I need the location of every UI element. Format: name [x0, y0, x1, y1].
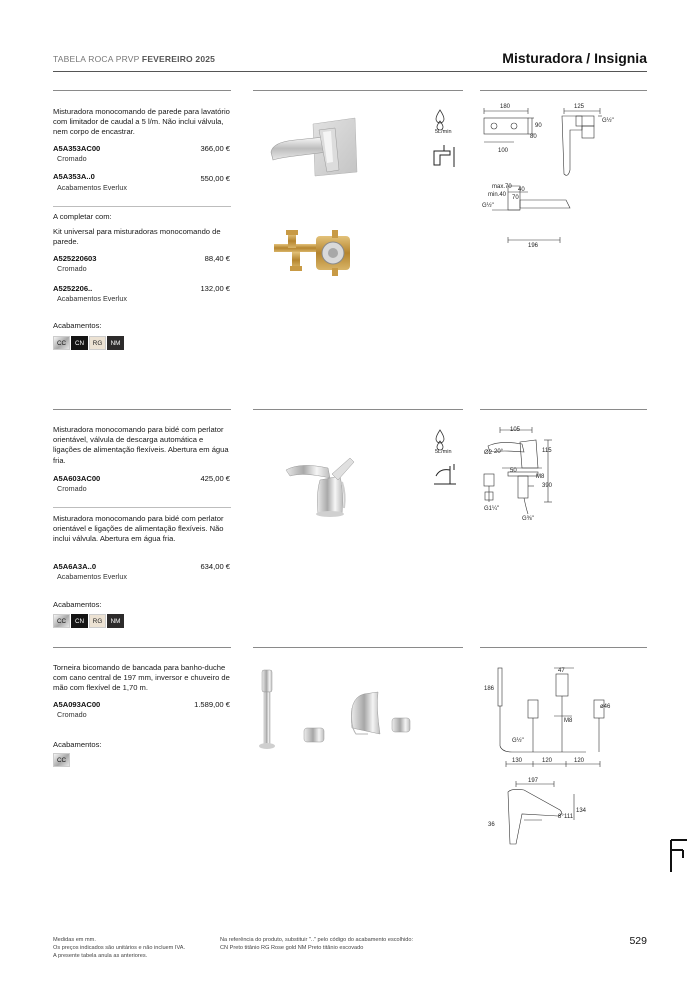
dim-label: 180 — [500, 104, 511, 110]
finish-swatch-cc: CC — [53, 614, 70, 628]
product-price: 88,40 € — [204, 254, 230, 263]
product-price: 366,00 € — [200, 144, 230, 153]
dim-label: 80 — [530, 134, 537, 140]
section2-rule-left — [53, 409, 231, 410]
dim-label: max.70 — [492, 184, 512, 190]
finish-swatch-cn: CN — [71, 336, 88, 350]
finish-swatch-nm: NM — [107, 336, 124, 350]
dim-label: G½" — [482, 203, 494, 209]
section2-rule-mid — [253, 409, 463, 410]
finish-swatch-nm: NM — [107, 614, 124, 628]
finish-swatch-cc: CC — [53, 753, 70, 767]
catalog-header-left: TABELA ROCA PRVP FEVEREIRO 2025 — [53, 54, 216, 64]
product-price: 550,00 € — [200, 174, 230, 183]
dim-label: 90 — [535, 123, 542, 129]
dim-label: G½" — [602, 118, 614, 124]
product-price: 634,00 € — [200, 562, 230, 571]
dim-label: min.40 — [488, 192, 507, 198]
finish-swatch-rg: RG — [89, 614, 106, 628]
section1-rule-left — [53, 90, 231, 91]
wall-mixer-photo — [265, 112, 365, 192]
bath-shower-mixer-photo — [256, 668, 416, 754]
dim-label: 196 — [528, 243, 539, 249]
technical-drawing-bath-shower-mixer — [478, 660, 638, 850]
complete-with-heading: A completar com: — [53, 212, 112, 221]
product-description: Misturadora monocomando para bidé com perlator orientável e ligações de alimentação flexíveis. Não inclui válvula. Abertura em água fria. — [53, 514, 224, 544]
dim-label: M8 — [564, 718, 573, 724]
product-price: 132,00 € — [200, 284, 230, 293]
dim-label: 111 — [564, 814, 574, 820]
dim-label: 20° — [494, 449, 504, 455]
dim-label: 40 — [518, 187, 525, 193]
divider — [53, 206, 231, 207]
technical-drawing-bidet-mixer — [478, 422, 628, 532]
dim-label: 115 — [542, 448, 552, 454]
section1-rule-mid — [253, 90, 463, 91]
dim-label: G1¼" — [484, 506, 500, 512]
product-finish: Cromado — [57, 264, 87, 273]
flow-rate-label: 5L/min — [435, 129, 452, 135]
product-description: Misturadora monocomando para bidé com perlator orientável, válvula de descarga automática e ligações de alimentação flexíveis. Abertura em água fria. — [53, 425, 229, 465]
product-ref: A5A093AC00 — [53, 700, 101, 709]
finish-swatches — [53, 753, 70, 767]
finish-swatch-cn: CN — [71, 614, 88, 628]
dim-label: 120 — [574, 758, 585, 764]
section3-rule-right — [480, 647, 647, 648]
embedding-body-photo — [272, 230, 358, 278]
bidet-mixer-photo — [280, 452, 360, 520]
dim-label: 134 — [576, 808, 587, 814]
dim-label: G⅜" — [522, 516, 534, 522]
wall-tap-icon — [430, 143, 460, 169]
header-divider — [53, 71, 647, 72]
finish-swatch-cc: CC — [53, 336, 70, 350]
dim-label: 8° — [558, 814, 564, 820]
dim-label: ø46 — [600, 704, 611, 710]
product-finish: Acabamentos Everlux — [57, 572, 127, 581]
product-description: Misturadora monocomando de parede para lavatório com limitador de caudal a 5 l/m. Não inclui válvula, nem corpo de encastrar. — [53, 107, 230, 137]
tab-icon — [667, 838, 689, 874]
bidet-tap-icon — [430, 462, 460, 490]
product-ref: A525220603 — [53, 254, 97, 263]
product-finish: Acabamentos Everlux — [57, 183, 127, 192]
dim-label: 130 — [512, 758, 523, 764]
finishes-label: Acabamentos: — [53, 321, 102, 330]
section1-rule-right — [480, 90, 647, 91]
dim-label: 50 — [510, 468, 517, 474]
section3-rule-mid — [253, 647, 463, 648]
product-description: Kit universal para misturadoras monocomando de parede. — [53, 227, 221, 247]
product-price: 1.589,00 € — [194, 700, 230, 709]
dim-label: 105 — [510, 427, 521, 433]
product-ref: A5A6A3A..0 — [53, 562, 97, 571]
product-description: Torneira bicomando de bancada para banho-duche com cano central de 197 mm, inversor e chuveiro de mão com flexível de 1,70 m. — [53, 663, 230, 693]
dim-label: 47 — [558, 668, 565, 674]
finish-swatches — [53, 614, 124, 628]
technical-drawing-wall-mixer — [478, 100, 628, 250]
product-ref: A5A353A..0 — [53, 172, 95, 181]
product-ref: A5252206.. — [53, 284, 93, 293]
dim-label: 125 — [574, 104, 585, 110]
dim-label: 36 — [488, 822, 495, 828]
dim-label: 390 — [542, 483, 553, 489]
product-finish: Acabamentos Everlux — [57, 294, 127, 303]
product-finish: Cromado — [57, 484, 87, 493]
finishes-label: Acabamentos: — [53, 740, 102, 749]
dim-label: 186 — [484, 686, 495, 692]
section3-rule-left — [53, 647, 231, 648]
dim-label: M8 — [536, 474, 545, 480]
finish-swatch-rg: RG — [89, 336, 106, 350]
section2-rule-right — [480, 409, 647, 410]
dim-label: 197 — [528, 778, 539, 784]
product-ref: A5A353AC00 — [53, 144, 101, 153]
dim-label: Ø2 — [484, 450, 493, 456]
flow-rate-label: 5L/min — [435, 449, 452, 455]
footer-finish-codes: Na referência do produto, substituir ".." pelo código do acabamento escolhido: CN Preto titânio RG Rose gold NM Preto titânio escovado — [220, 937, 414, 951]
page-title: Misturadora / Insignia — [502, 50, 647, 66]
product-finish: Cromado — [57, 710, 87, 719]
dim-label: 100 — [498, 148, 509, 154]
divider — [53, 507, 231, 508]
product-ref: A5A603AC00 — [53, 474, 101, 483]
dim-label: 70 — [512, 195, 519, 201]
product-price: 425,00 € — [200, 474, 230, 483]
dim-label: G½" — [512, 738, 524, 744]
page-number: 529 — [629, 935, 647, 947]
dim-label: 120 — [542, 758, 553, 764]
finishes-label: Acabamentos: — [53, 600, 102, 609]
finish-swatches — [53, 336, 124, 350]
footer-notes: Medidas em mm. Os preços indicados são unitários e não incluem IVA. A presente tabela anula as anteriores. — [53, 937, 186, 959]
product-finish: Cromado — [57, 154, 87, 163]
